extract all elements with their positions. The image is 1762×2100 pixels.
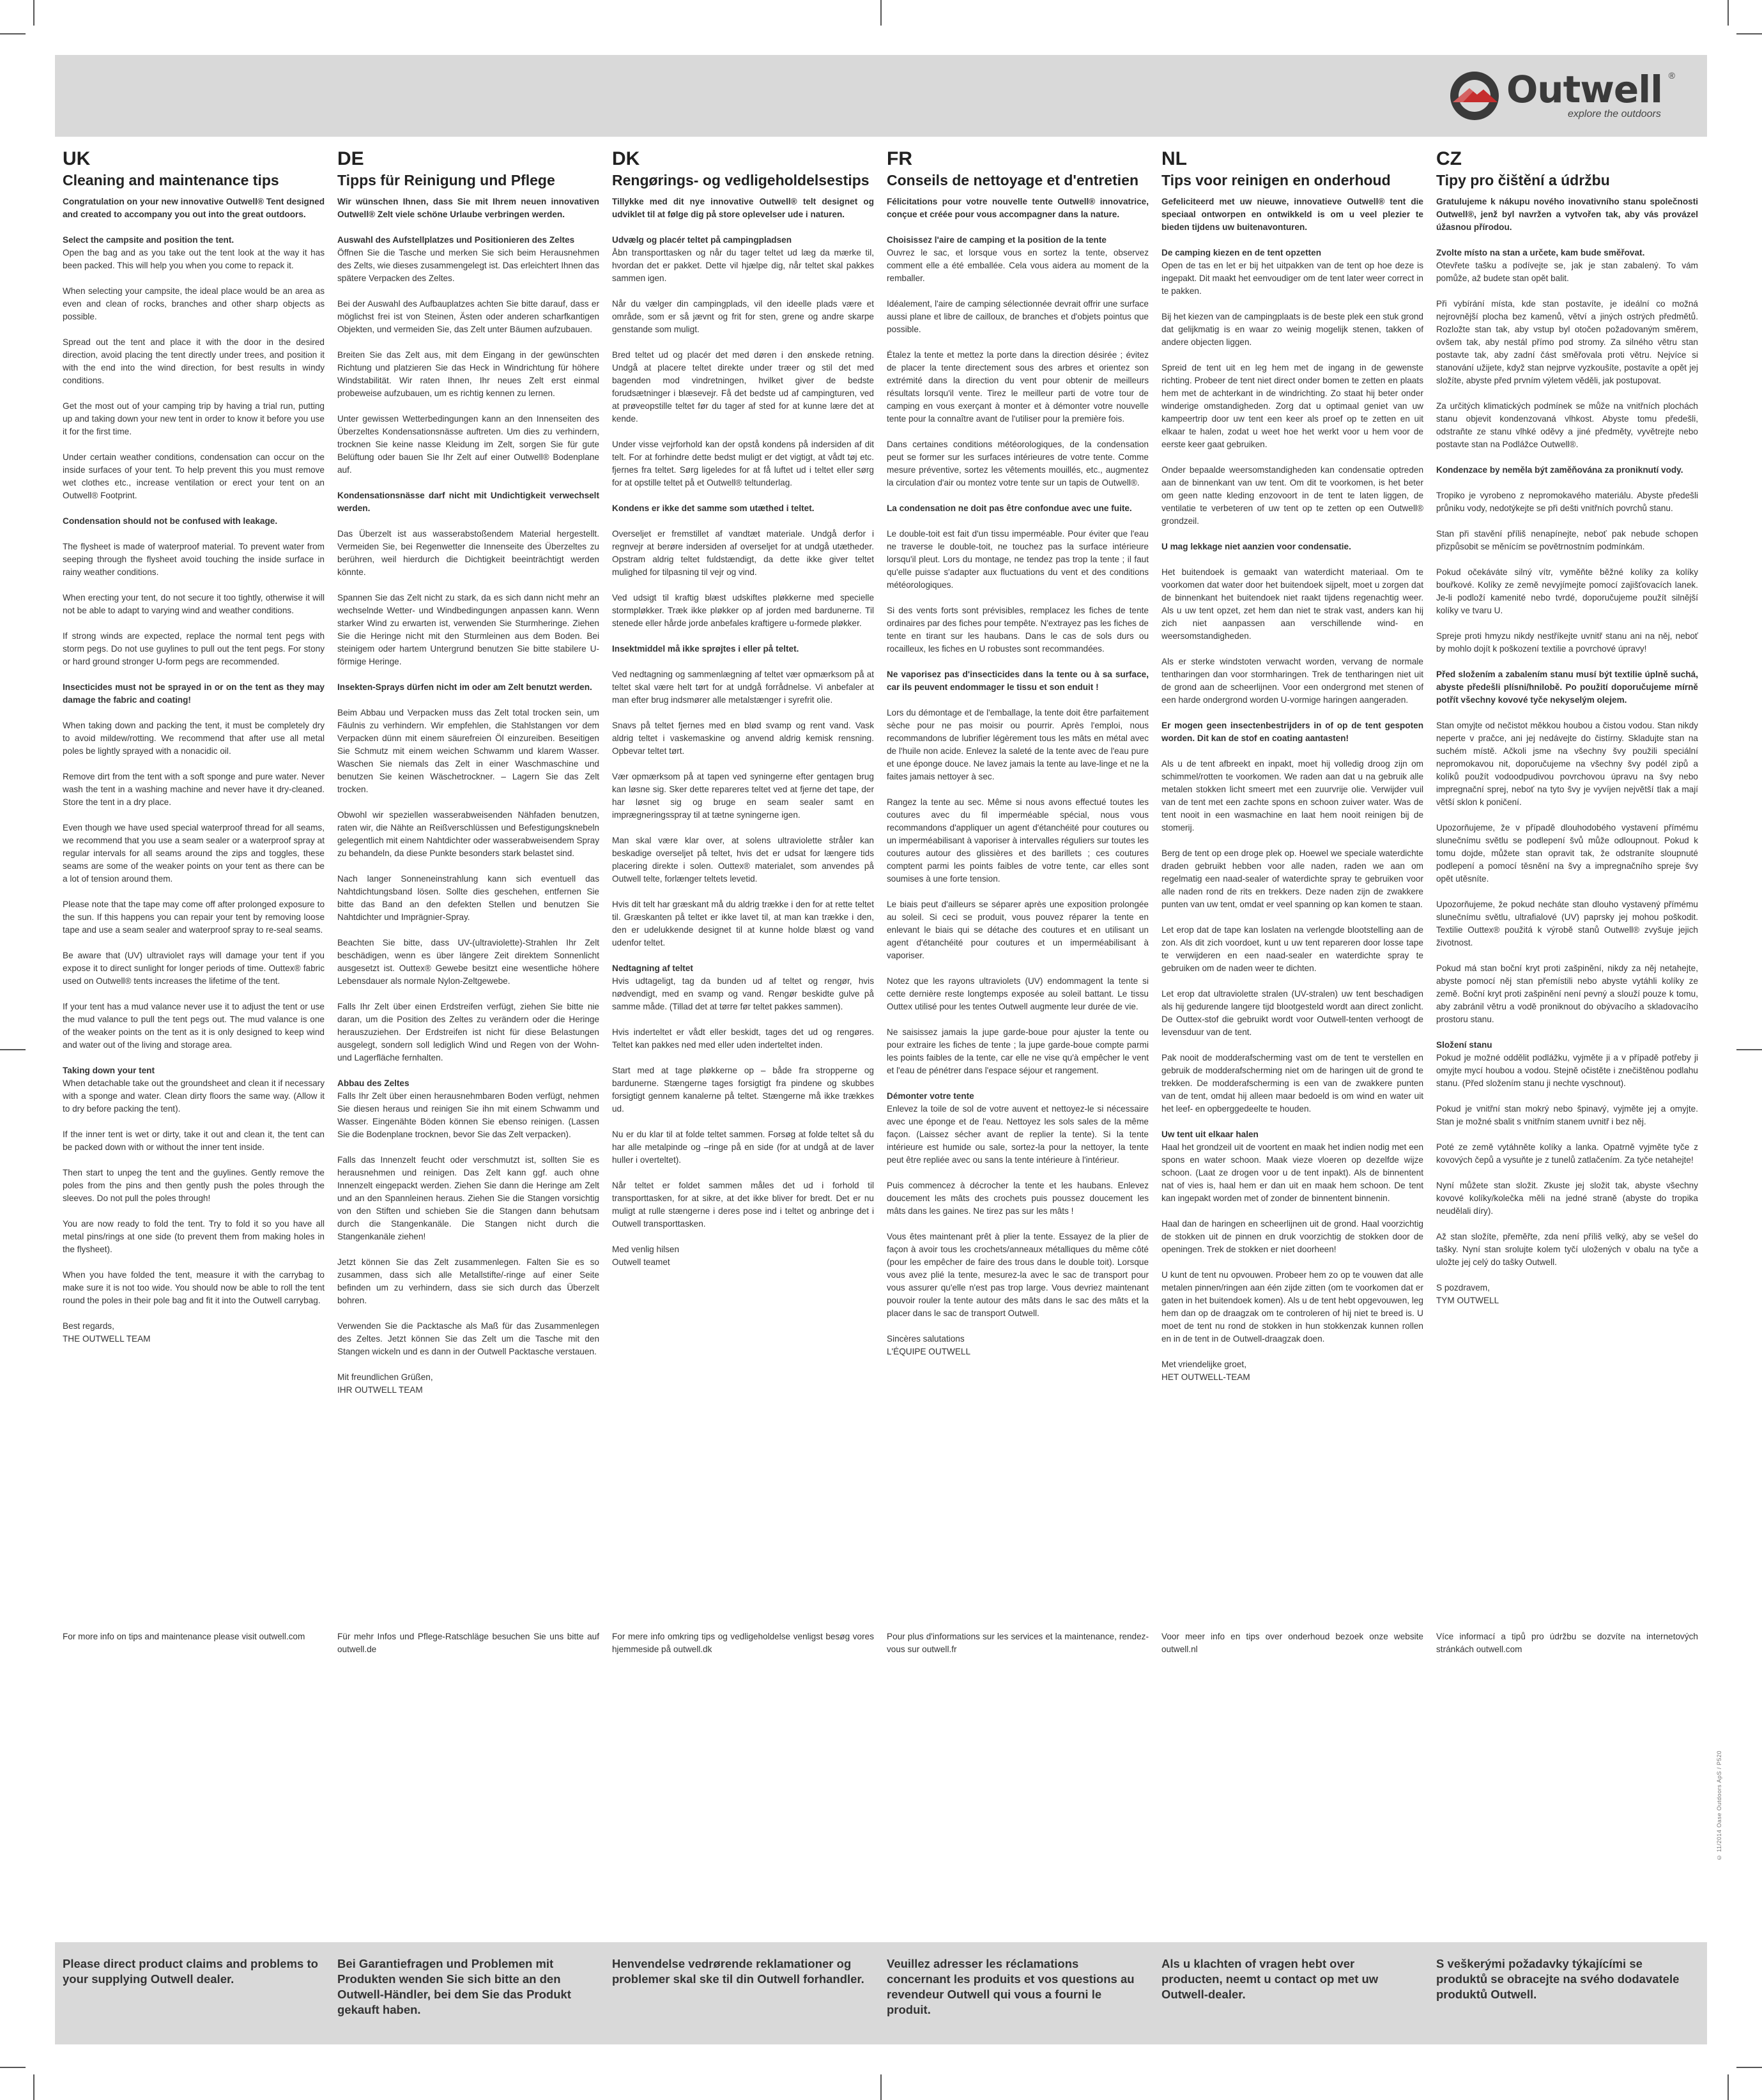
signature-line: TYM OUTWELL <box>1436 1296 1499 1305</box>
section-body <box>337 195 599 1358</box>
paragraph: Remove dirt from the tent with a soft sponge and pure water. Never wash the tent in a washing machine and never have it dry-cleaned. Store the tent in a dry place. <box>63 772 325 807</box>
crop-mark <box>1728 0 1729 26</box>
paragraph: Nyní můžete stan složit. Zkuste jej složit tak, abyste všechny kovové kolíky/kolečka měli na jedné straně (abyste do tropika neudělali díry). <box>1436 1181 1698 1216</box>
paragraph: Åbn transporttasken og når du tager teltet ud læg da mærke til, hvordan det er pakket. Dette vil hjælpe dig, når teltet skal pakkes sammen igen. <box>612 248 874 283</box>
bold-paragraph: Gefeliciteerd met uw nieuwe, innovatieve Outwell® tent die speciaal ontworpen en ontwikkeld is om u veel plezier te bieden tijdens uw buitenavonturen. <box>1161 197 1423 232</box>
paragraph: Als u de tent afbreekt en inpakt, moet hij volledig droog zijn om schimmel/rotten te voorkomen. We raden aan dat u na gebruik alle metalen stokken licht smeert met een zuurvrije olie. Verwijder vuil van de tent met een zachte spons en schoon zuiver water. Was de tent nooit in een wasmachine en laat hem nooit reinigen bij de stomerij. <box>1161 759 1423 832</box>
signature <box>337 1371 599 1397</box>
bold-paragraph: Insecticides must not be sprayed in or on the tent as they may damage the fabric and coating! <box>63 682 325 705</box>
section-body <box>63 195 325 1307</box>
paragraph: When erecting your tent, do not secure it too tightly, otherwise it will not be able to adapt to varying wind and weather conditions. <box>63 593 325 615</box>
bold-paragraph: Wir wünschen Ihnen, dass Sie mit Ihrem neuen innovativen Outwell® Zelt viele schöne Urlaube verbringen werden. <box>337 197 599 219</box>
more-info-text: Více informací a tipů pro údržbu se dozvíte na internetových stránkách outwell.com <box>1436 1632 1698 1654</box>
paragraph: Až stan složíte, přeměřte, zda není příliš velký, aby se vešel do tašky. Nyní stan srolujte kolem tyčí uložených v obalu na tyče a uložte jej celý do tašky Outwell. <box>1436 1232 1698 1267</box>
subheading: Udvælg og placér teltet på campingpladsen <box>612 235 792 245</box>
section-body <box>887 195 1149 1320</box>
paragraph: If the inner tent is wet or dirty, take it out and clean it, the tent can be packed down with or without the inner tent inside. <box>63 1130 325 1152</box>
paragraph: Spannen Sie das Zelt nicht zu stark, da es sich dann nicht mehr an wechselnde Wetter- und Windbedingungen anpassen kann. Wenn starker Wind zu erwarten ist, verwenden Sie Sturmheringe. Ziehen Sie die Heringe nicht mit den Sturmleinen aus dem Boden. Bei steinigem oder hartem Untergrund benutzen Sie bitte stabilere U-förmige Heringe. <box>337 593 599 666</box>
paragraph: Ved udsigt til kraftig blæst udskiftes pløkkerne med specielle stormpløkker. Træk ikke pløkker op af jorden med bardunerne. Til stenede eller hårde jorde anbefales kraftigere u-formede pløkker. <box>612 593 874 628</box>
paragraph: Overseljet er fremstillet af vandtæt materiale. Undgå derfor i regnvejr at berøre indersiden af overseljet for at undgå utætheder. Opstram aldrig teltet fuldstændigt, da dette ikke giver teltet mulighed for tilpasning til vejr og vind. <box>612 529 874 577</box>
subheading: Auswahl des Aufstellplatzes und Positionieren des Zeltes <box>337 235 575 245</box>
bold-paragraph: Insekten-Sprays dürfen nicht im oder am Zelt benutzt werden. <box>337 682 592 692</box>
paragraph: Hvis dit telt har græskant må du aldrig trække i den for at rette teltet til. Græskanten på teltet er ikke lavet til, at man kan trække i den, den er udelukkende designet til at kunne holde blæst og vand udenfor teltet. <box>612 900 874 947</box>
bold-paragraph: Condensation should not be confused with leakage. <box>63 516 278 526</box>
language-code: DK <box>612 148 640 169</box>
bold-paragraph: Tillykke med dit nye innovative Outwell® telt designet og udviklet til at følge dig på store oplevelser ude i naturen. <box>612 197 874 219</box>
language-code: NL <box>1161 148 1187 169</box>
paragraph: Under certain weather conditions, condensation can occur on the inside surfaces of your tent. To help prevent this you must remove wet clothes etc., increase ventilation or erect your tent on an Outwell® Footprint. <box>63 452 325 500</box>
paragraph: Spreje proti hmyzu nikdy nestříkejte uvnitř stanu ani na něj, neboť by mohlo dojít k poškození textilie a povrchové úpravy! <box>1436 631 1698 654</box>
paragraph: Hvis inderteltet er vådt eller beskidt, tages det ud og rengøres. Teltet kan pakkes ned med eller uden inderteltet inden. <box>612 1027 874 1050</box>
bold-paragraph: La condensation ne doit pas être confondue avec une fuite. <box>887 503 1132 513</box>
dealer-claims-notice: Please direct product claims and problems to your supplying Outwell dealer. <box>63 1957 318 1986</box>
signature <box>1161 1358 1423 1384</box>
paragraph: Poté ze země vytáhněte kolíky a lanka. Opatrně vyjměte tyče z kovových čepů a vysuňte je z tunelů zatlačením. Za tyče netahejte! <box>1436 1142 1698 1165</box>
bottom-band <box>55 1942 1707 2044</box>
signature <box>1436 1282 1698 1307</box>
header-band <box>55 55 1707 137</box>
paragraph: Öffnen Sie die Tasche und merken Sie sich beim Herausnehmen des Zelts, wie dieses zusammengelegt ist. Das erleichtert Ihnen das spätere Verpacken des Zeltes. <box>337 248 599 283</box>
signature-line: L'ÉQUIPE OUTWELL <box>887 1347 971 1356</box>
paragraph: Lors du démontage et de l'emballage, la tente doit être parfaitement sèche pour ne pas moisir ou pourrir. Après l'emploi, nous recommandons de lubrifier légèrement tous les mâts en métal avec de l'huile non acide. Enlevez la saleté de la tente avec de l'eau pure et une éponge douce. Ne lavez jamais la tente au lave-linge et ne la faites jamais nettoyer à sec. <box>887 708 1149 781</box>
paragraph: Onder bepaalde weersomstandigheden kan condensatie optreden aan de binnenkant van uw tent. Om dit te voorkomen, is het beter om geen natte kleding enzovoort in de tent te laten liggen, de ventilatie te verbeteren of uw tent op te zetten op een Outwell® grondzeil. <box>1161 465 1423 526</box>
section-body <box>1161 195 1423 1345</box>
crop-mark <box>0 1049 26 1050</box>
column-dk <box>612 148 874 1682</box>
paragraph: Pokud má stan boční kryt proti zašpinění, nikdy za něj netahejte, abyste pomocí něj stan přemístili nebo abyste vytáhli kolíky ze země. Boční kryt proti zašpinění není pevný a slouží pouze k tomu, aby zabránil větru a vodě proniknout do obývacího a skladovacího prostoru stanu. <box>1436 963 1698 1024</box>
paragraph: Når teltet er foldet sammen måles det ud i forhold til transporttasken, for at sikre, at det ikke bliver for bredt. Det er nu muligt at rulle stængerne i deres pose ind i teltet og anbringe det i Outwell transporttasken. <box>612 1181 874 1229</box>
paragraph: Puis commencez à décrocher la tente et les haubans. Enlevez doucement les mâts des crochets puis poussez doucement les mâts dans les gaines. Ne tirez pas sur les mâts ! <box>887 1181 1149 1216</box>
paragraph: Open de tas en let er bij het uitpakken van de tent op hoe deze is ingepakt. Dit maakt het eenvoudiger om de tent later weer correct in te pakken. <box>1161 261 1423 296</box>
paragraph: Snavs på teltet fjernes med en blød svamp og rent vand. Vask aldrig teltet i vaskemaskine og anvend aldrig kemisk rensning. Opbevar teltet tørt. <box>612 721 874 756</box>
paragraph: Při vybírání místa, kde stan postavíte, je ideální co možná nejrovnější plocha bez kamenů, větví a jiných ostrých předmětů. Rozložte stan tak, aby vstup byl otočen požadovaným směrem, ovšem tak, aby nestál přímo pod stromy. Za silného větru stan postavte tak, aby zadní část směřovala proti větru. Nejvíce si stanování užijete, když stan nejprve vyzkoušíte, postavíte a opět jej složíte, abyste před prvním výletem věděli, jak postupovat. <box>1436 299 1698 385</box>
paragraph: Étalez la tente et mettez la porte dans la direction désirée ; évitez de placer la tente directement sous des arbres et orientez son extrémité dans la direction du vent pour obtenir de meilleurs résultats lorsqu'il vente. Tirez le meilleur parti de votre tour de camping en vous exerçant à monter et à démonter votre nouvelle tente pour la connaître avant de l'utiliser pour la première fois. <box>887 350 1149 424</box>
signature-line: Mit freundlichen Grüßen, <box>337 1372 433 1382</box>
paragraph: Spreid de tent uit en leg hem met de ingang in de gewenste richting. Probeer de tent niet direct onder bomen te zetten en plaats hem met de achterkant in de windrichting. Zo staat hij beter onder winderige omstandigheden. Zorg dat u optimaal geniet van uw kampeertrip door uw tent een keer als proef op te zetten en uit elkaar te halen, zodat u weet hoe het werkt voor u hem voor de eerste keer gaat gebruiken. <box>1161 363 1423 449</box>
dealer-claims-notice: Henvendelse vedrørende reklamationer og problemer skal ske til din Outwell forhandler. <box>612 1957 864 1986</box>
dealer-claims-notice: Als u klachten of vragen hebt over producten, neemt u contact op met uw Outwell-dealer. <box>1161 1957 1379 2001</box>
paragraph: Notez que les rayons ultraviolets (UV) endommagent la tente si cette dernière reste longtemps exposée au soleil battant. Le tissu Outtex utilisé pour les tentes Outwell augmente leur durée de vie. <box>887 976 1149 1011</box>
bold-paragraph: Kondenzace by neměla být zaměňována za proniknutí vody. <box>1436 465 1683 475</box>
brand-registered-mark: ® <box>1668 70 1675 80</box>
more-info-text: Pour plus d'informations sur les services et la maintenance, rendez-vous sur outwell.fr <box>887 1632 1149 1654</box>
bold-paragraph: Gratulujeme k nákupu nového inovativního stanu společnosti Outwell®, jenž byl navržen a vytvořen tak, aby vás provázel úžasnou přírodou. <box>1436 197 1698 232</box>
signature-line: Sincères salutations <box>887 1334 965 1344</box>
paragraph: Let erop dat ultraviolette stralen (UV-stralen) uw tent beschadigen als hij gedurende langere tijd blootgesteld wordt aan direct zonlicht. De Outtex-stof die gebruikt wordt voor Outwell-tenten verhoogt de levensduur van de tent. <box>1161 989 1423 1037</box>
paragraph: Stan omyjte od nečistot měkkou houbou a čistou vodou. Stan nikdy neperte v pračce, ani jej nedávejte do čistírny. Skladujte stan na suchém místě. Ačkoli jsme na všechny švy použili speciální nepromokavou nit, doporučujeme na všechny švy podél zipů a kolíků použít vodoodpudivou povrchovou úpravu na švy nebo impregnační sprej, neboť na tyto švy je vyvíjen největší tlak a mají větší sklon k poničení. <box>1436 721 1698 807</box>
paragraph: Når du vælger din campingplads, vil den ideelle plads være et område, som er så jævnt og frit for sten, grene og andre skarpe genstande som muligt. <box>612 299 874 334</box>
signature-line: S pozdravem, <box>1436 1283 1490 1292</box>
section-title: Rengørings- og vedligeholdelsestips <box>612 172 870 188</box>
paragraph: Ouvrez le sac, et lorsque vous en sortez la tente, observez comment elle a été emballée. Cela vous aidera au moment de la remballer. <box>887 248 1149 283</box>
paragraph: Breiten Sie das Zelt aus, mit dem Eingang in der gewünschten Richtung und platzieren Sie das Heck in Windrichtung für höhere Windstabilität. Wir raten Ihnen, Ihr neues Zelt erst einmal probeweise aufzubauen, um es richtig kennen zu lernen. <box>337 350 599 398</box>
column-nl <box>1161 148 1423 1682</box>
paragraph: Upozorňujeme, že pokud necháte stan dlouho vystavený přímému slunečnímu světlu, ultrafialové (UV) paprsky jej mohou poškodit. Textilie Outtex® použitá k výrobě stanů Outwell® zvyšuje jejich životnost. <box>1436 900 1698 947</box>
crop-mark <box>1736 33 1762 34</box>
paragraph: Tropiko je vyrobeno z nepromokavého materiálu. Abyste předešli průniku vody, nedotýkejte se při dešti vnitřních povrchů stanu. <box>1436 491 1698 513</box>
paragraph: Vær opmærksom på at tapen ved syningerne efter gentagen brug kan løsne sig. Sker dette repareres teltet ved at fjerne det tape, der har løsnet sig og bruge en seam sealer samt en imprægneringsspray til at tætne syningerne igen. <box>612 772 874 820</box>
paragraph: Please note that the tape may come off after prolonged exposure to the sun. If this happens you can repair your tent by removing loose tape and use a seam sealer and waterproof spray to re-seal seams. <box>63 900 325 935</box>
paragraph: The flysheet is made of waterproof material. To prevent water from seeping through the flysheet avoid touching the inside surface in rainy weather conditions. <box>63 542 325 577</box>
language-code: CZ <box>1436 148 1462 169</box>
paragraph: Haal het grondzeil uit de voortent en maak het indien nodig met een spons en water schoon. Maak vieze vloeren op dezelfde wijze schoon. (Laat ze drogen voor u de tent inpakt). Als de binnentent nat of vies is, haal hem er dan uit en maak hem schoon. De tent kan ingepakt worden met of zonder de binnentent binnenin. <box>1161 1142 1423 1203</box>
signature <box>887 1333 1149 1358</box>
subheading: Select the campsite and position the tent. <box>63 235 234 245</box>
paragraph: Nach langer Sonneneinstrahlung kann sich eventuell das Nahtdichtungsband lösen. Sollte dies geschehen, entfernen Sie bitte das Band an den defekten Stellen und benutzen Sie Nahtdichter und Imprägnier-Spray. <box>337 874 599 922</box>
more-info-text: For more info on tips and maintenance please visit outwell.com <box>63 1632 305 1641</box>
paragraph: Als er sterke windstoten verwacht worden, vervang de normale tentharingen dan voor stormharingen. Trek de tentharingen niet uit de grond aan de scheerlijnen. Voor een ondergrond met stenen of een harde ondergrond worden U-vormige haringen aangeraden. <box>1161 657 1423 705</box>
signature-line: IHR OUTWELL TEAM <box>337 1385 423 1395</box>
paragraph: Het buitendoek is gemaakt van waterdicht materiaal. Om te voorkomen dat water door het buitendoek sijpelt, moet u zorgen dat de binnenkant het buitendoek niet raakt tijdens regenachtig weer. Als u uw tent opzet, zet hem dan niet te strak vast, anders kan hij zich niet aanpassen aan verschillende wind- en weersomstandigheden. <box>1161 567 1423 641</box>
language-code: DE <box>337 148 364 169</box>
bold-paragraph: Er mogen geen insectenbestrijders in of op de tent gespoten worden. Dit kan de stof en coating aantasten! <box>1161 721 1423 743</box>
bold-paragraph: Ne vaporisez pas d'insecticides dans la tente ou à sa surface, car ils peuvent endommager le tissu et son enduit ! <box>887 670 1149 692</box>
paragraph: Bei der Auswahl des Aufbauplatzes achten Sie bitte darauf, dass er möglichst frei ist von Steinen, Ästen oder anderen scharfkantigen Objekten, und vermeiden Sie, das Zelt unter Bäumen aufzubauen. <box>337 299 599 334</box>
paragraph: Le biais peut d'ailleurs se séparer après une exposition prolongée au soleil. Si ceci se produit, vous pouvez réparer la tente en enlevant le biais qui se détache des coutures et en utilisant un agent d'étanchéité pour coutures et un imperméabilisant à vaporiser. <box>887 900 1149 960</box>
paragraph: Idéalement, l'aire de camping sélectionnée devrait offrir une surface aussi plane et libre de cailloux, de branches et d'objets pointus que possible. <box>887 299 1149 334</box>
signature-line: HET OUTWELL-TEAM <box>1161 1372 1250 1382</box>
paragraph: Bred teltet ud og placér det med døren i den ønskede retning. Undgå at placere teltet direkte under træer og stil det med bagenden mod vindretningen, hvilket giver de bedste forudsætninger i blæsevejr. Få det bedste ud af campingturen, ved at prøveopstille teltet før du tager af sted for at kunne lære det at kende. <box>612 350 874 424</box>
paragraph: Nu er du klar til at folde teltet sammen. Forsøg at folde teltet så du har alle metalpinde og –ringe på en side (for at undgå at de laver huller i overteltet). <box>612 1130 874 1165</box>
bold-paragraph: Félicitations pour votre nouvelle tente Outwell® innovatrice, conçue et créée pour vous accompagner dans la nature. <box>887 197 1149 219</box>
crop-mark <box>1736 2067 1762 2068</box>
paragraph: Jetzt können Sie das Zelt zusammenlegen. Falten Sie es so zusammen, dass sich alle Metallstifte/-ringe auf einer Seite befinden um zu verhindern, dass sie sich durch das Überzelt bohren. <box>337 1257 599 1305</box>
paragraph: Falls Ihr Zelt über einen herausnehmbaren Boden verfügt, nehmen Sie diesen heraus und reinigen Sie ihn mit einem Schwamm und Wasser. Eingenähte Böden können Sie ebenso reinigen. (Lassen Sie die Bodenplane trocknen, bevor Sie das Zelt verpacken). <box>337 1091 599 1139</box>
print-code: © 11/2014 Oase Outdoors ApS / P520 <box>1716 1751 1722 1861</box>
crop-mark <box>1728 2074 1729 2100</box>
crop-mark <box>0 2067 26 2068</box>
signature-line: THE OUTWELL TEAM <box>63 1334 151 1344</box>
paragraph: Verwenden Sie die Packtasche als Maß für das Zusammenlegen des Zeltes. Jetzt können Sie das Zelt um die Tasche mit den Stangen wickeln und es dann in der Outwell Packtasche verstauen. <box>337 1321 599 1356</box>
paragraph: Si des vents forts sont prévisibles, remplacez les fiches de tente ordinaires par des fiches pour tempête. N'extrayez pas les fiches de tente en tirant sur les haubans. Dans le cas de sols durs ou rocailleux, les fiches en U robustes sont recommandées. <box>887 606 1149 654</box>
section-body <box>612 195 874 1230</box>
paragraph: Even though we have used special waterproof thread for all seams, we recommend that you use a seam sealer or a waterproof spray at regular intervals for all seams around the zips and toggles, these seams are some of the weaker points on your tent as there can be a lot of tension around them. <box>63 823 325 884</box>
paragraph: Le double-toit est fait d'un tissu imperméable. Pour éviter que l'eau ne traverse le double-toit, ne touchez pas la surface intérieure lorsqu'il pleut. Lors du montage, ne tendez pas trop la tente ; il faut qu'elle puisse s'adapter aux fluctuations du vent et des conditions météorologiques. <box>887 529 1149 590</box>
outwell-logo-icon <box>1448 69 1501 123</box>
column-de <box>337 148 599 1682</box>
subheading: Složení stanu <box>1436 1040 1492 1050</box>
section-body <box>1436 195 1698 1269</box>
dealer-claims-notice: Veuillez adresser les réclamations concernant les produits et vos questions au revendeur Outwell qui vous a fourni le produit. <box>887 1957 1135 2016</box>
more-info-text: Für mehr Infos und Pflege-Ratschläge besuchen Sie uns bitte auf outwell.de <box>337 1632 599 1654</box>
column-cz <box>1436 148 1698 1682</box>
paragraph: Enlevez la toile de sol de votre auvent et nettoyez-le si nécessaire avec une éponge et de l'eau. Nettoyez les sols sales de la même façon. (Laissez sécher avant de replier la tente). Si la tente intérieure est humide ou sale, sortez-la pour la nettoyer, la tente peut être repliée avec ou sans la tente intérieure à l'intérieur. <box>887 1104 1149 1165</box>
paragraph: Spread out the tent and place it with the door in the desired direction, avoid placing the tent directly under trees, and position it with the end into the wind direction, for best results in windy conditions. <box>63 337 325 385</box>
paragraph: Berg de tent op een droge plek op. Hoewel we speciale waterdichte draden gebruikt hebben voor alle naden, raden we aan om regelmatig een naad-sealer of waterdichte spray te gebruiken voor alle naden rond de rits en trekkers. Deze naden zijn de zwakkere punten van uw tent, omdat er veel spanning op kan komen te staan. <box>1161 848 1423 909</box>
more-info-text: Voor meer info en tips over onderhoud bezoek onze website outwell.nl <box>1161 1632 1423 1654</box>
paragraph: Za určitých klimatických podmínek se může na vnitřních plochách stanu objevit kondenzovaná vlhkost. Abyste tomu předešli, odstraňte ze stanu vlhké oděvy a jiné předměty, vyvětrejte nebo postavte stan na Podlážce Outwell®. <box>1436 401 1698 449</box>
crop-mark <box>880 0 882 26</box>
paragraph: You are now ready to fold the tent. Try to fold it so you have all metal pins/rings at one side (to prevent them from making holes in the flysheet). <box>63 1219 325 1254</box>
paragraph: Hvis udtageligt, tag da bunden ud af teltet og rengør, hvis nødvendigt, med en svamp og vand. Rengør beskidte gulve på samme måde. (Tillad det at tørre før teltet pakkes sammen). <box>612 976 874 1011</box>
paragraph: Be aware that (UV) ultraviolet rays will damage your tent if you expose it to direct sunlight for longer periods of time. Outtex® fabric used on Outwell® tents increases the lifetime of the tent. <box>63 951 325 986</box>
paragraph: Upozorňujeme, že v případě dlouhodobého vystavení přímému slunečnímu světlu se podlepení švů může odloupnout. Pokud k tomu dojde, můžete stan opravit tak, že odstraníte sloupnuté podlepení a pomocí těsnění na švy a impregnačního spreje švy opět utěsníte. <box>1436 823 1698 884</box>
language-columns <box>63 148 1702 1937</box>
paragraph: Man skal være klar over, at solens ultraviolette stråler kan beskadige overseljet på teltet, hvis det er udsat for længere tids placering direkte i solen. Outtex® materialet, som anvendes på Outwell telte, forlænger teltets levetid. <box>612 836 874 884</box>
paragraph: Pokud je možné oddělit podlážku, vyjměte ji a v případě potřeby ji omyjte mycí houbou a vodou. Stejně očistěte i znečištěnou podlahu stanu. (Před složením stanu ji nechte vyschnout). <box>1436 1053 1698 1088</box>
brand-name: Outwell <box>1506 68 1663 111</box>
paragraph: When taking down and packing the tent, it must be completely dry to avoid mildew/rotting. We recommend that after use all metal poles be lightly sprayed with a nonacidic oil. <box>63 721 325 756</box>
crop-mark <box>1736 1049 1762 1050</box>
crop-mark <box>33 0 34 26</box>
section-title: Cleaning and maintenance tips <box>63 172 279 188</box>
outwell-logo <box>1448 66 1684 125</box>
paragraph: Get the most out of your camping trip by having a trial run, putting up and taking down your new tent in order to know it before you use it for the first time. <box>63 401 325 436</box>
column-fr <box>887 148 1149 1682</box>
paragraph: Pak nooit de modderafscherming vast om de tent te verstellen en gebruik de modderafscherming niet om de haringen uit de grond te trekken. De modderafscherming is een van de zwakkere punten van de tent, omdat hij alleen maar bedoeld is om wind en water uit het leef- en opberggedeelte te houden. <box>1161 1053 1423 1114</box>
paragraph: Ved nedtagning og sammenlægning af teltet vær opmærksom på at teltet skal være helt tørt for at undgå forrådnelse. Vi anbefaler at man efter brug indsmører alle metalstænger i syrefrit olie. <box>612 670 874 705</box>
subheading: Démonter votre tente <box>887 1091 974 1101</box>
bold-paragraph: Kondensationsnässe darf nicht mit Undichtigkeit verwechselt werden. <box>337 491 599 513</box>
paragraph: When detachable take out the groundsheet and clean it if necessary with a sponge and water. Clean dirty floors the same way. (Allow it to dry before packing the tent). <box>63 1078 325 1114</box>
paragraph: Haal dan de haringen en scheerlijnen uit de grond. Haal voorzichtig de stokken uit de pinnen en druk voorzichtig de stokken door de openingen. Trek de stokken er niet doorheen! <box>1161 1219 1423 1254</box>
subheading: Choisissez l'aire de camping et la position de la tente <box>887 235 1107 245</box>
paragraph: Open the bag and as you take out the tent look at the way it has been packed. This will help you when you come to repack it. <box>63 248 325 270</box>
section-title: Tipy pro čištění a údržbu <box>1436 172 1610 188</box>
bold-paragraph: Congratulation on your new innovative Outwell® Tent designed and created to accompany you out into the great outdoors. <box>63 197 325 219</box>
language-code: UK <box>63 148 91 169</box>
paragraph: U kunt de tent nu opvouwen. Probeer hem zo op te vouwen dat alle metalen pinnen/ringen aan één zijde zitten (om te voorkomen dat er gaten in het buitendoek komen). Als u de tent hebt opgevouwen, leg hem dan op de draagzak om te controleren of hij niet te breed is. U moet de tent nu rond de stokken in hun stokkenzak kunnen rollen en in de tent in de Outwell-draagzak doen. <box>1161 1270 1423 1344</box>
paragraph: When you have folded the tent, measure it with the carrybag to make sure it is not too wide. You should now be able to roll the tent round the poles in their pole bag and fit it into the Outwell carrybag. <box>63 1270 325 1305</box>
more-info-text: For mere info omkring tips og vedligeholdelse venligst besøg vores hjemmeside på outwell.dk <box>612 1632 874 1654</box>
section-title: Tipps für Reinigung und Pflege <box>337 172 555 188</box>
signature <box>612 1243 874 1269</box>
bold-paragraph: U mag lekkage niet aanzien voor condensatie. <box>1161 542 1351 551</box>
signature-line: Med venlig hilsen <box>612 1245 680 1254</box>
paragraph: Otevřete tašku a podívejte se, jak je stan zabalený. To vám pomůže, až budete stan opět balit. <box>1436 261 1698 283</box>
paragraph: Under visse vejrforhold kan der opstå kondens på indersiden af dit telt. For at forhindre dette bedst muligt er det vigtigt, at vådt tøj etc. fjernes fra teltet. Sørg ligeledes for at få luftet ud i teltet eller sørg for at opstille teltet på et Outwell® teltunderlag. <box>612 440 874 487</box>
crop-mark <box>33 2074 34 2100</box>
subheading: Abbau des Zeltes <box>337 1078 410 1088</box>
dealer-claims-notice: S veškerými požadavky týkajícími se produktů se obracejte na svého dodavatele produktů Outwell. <box>1436 1957 1680 2001</box>
language-code: FR <box>887 148 912 169</box>
paragraph: Ne saisissez jamais la jupe garde-boue pour ajuster la tente ou pour extraire les fiches de tente ; la jupe garde-boue compte parmi les points faibles de la tente, car elle ne vise qu'à empêcher le vent et l'eau de pénétrer dans l'espace séjour et rangement. <box>887 1027 1149 1075</box>
paragraph: Stan při stavění příliš nenapínejte, neboť pak nebude schopen přizpůsobit se měnícím se povětrnostním podmínkám. <box>1436 529 1698 551</box>
crop-mark <box>0 33 26 34</box>
paragraph: Beachten Sie bitte, dass UV-(ultraviolette)-Strahlen Ihr Zelt beschädigen, wenn es über längere Zeit direktem Sonnenlicht ausgesetzt ist. Outtex® Gewebe besitzt eine wesentliche höhere Lebensdauer als normale Nylon-Zeltgewebe. <box>337 938 599 986</box>
subheading: Zvolte místo na stan a určete, kam bude směřovat. <box>1436 248 1645 257</box>
paragraph: Pokud je vnitřní stan mokrý nebo špinavý, vyjměte jej a omyjte. Stan je možné sbalit s vnitřním stanem uvnitř i bez něj. <box>1436 1104 1698 1126</box>
bold-paragraph: Kondens er ikke det samme som utæthed i teltet. <box>612 503 815 513</box>
section-title: Conseils de nettoyage et d'entretien <box>887 172 1138 188</box>
paragraph: Let erop dat de tape kan loslaten na verlengde blootstelling aan de zon. Als dit zich voordoet, kunt u uw tent repareren door losse tape te verwijderen en een naad-sealer en waterdichte spray te gebruiken om de naden weer te dichten. <box>1161 925 1423 973</box>
paragraph: If your tent has a mud valance never use it to adjust the tent or use the mud valance to pull the tent pegs out. The mud valance is one of the weaker points on the tent as it is only designed to keep wind and water out of the living and storage area. <box>63 1002 325 1050</box>
paragraph: Dans certaines conditions météorologiques, de la condensation peut se former sur les surfaces intérieures de votre tente. Comme mesure préventive, sortez les vêtements mouillés, etc., augmentez la circulation d'air ou montez votre tente sur un tapis de Outwell®. <box>887 440 1149 487</box>
bold-paragraph: Před složením a zabalením stanu musí být textilie úplně suchá, abyste předešli plísni/hnilobě. Po použití doporučujeme mírně potřít všechny kovové tyče nekyselým olejem. <box>1436 670 1698 705</box>
paragraph: Vous êtes maintenant prêt à plier la tente. Essayez de la plier de façon à avoir tous les crochets/anneaux métalliques du même côté (pour les empêcher de faire des trous dans le double toit). Lorsque vous avez plié la tente, mesurez-la avec le sac de transport pour vous assurer qu'elle n'est pas trop large. Vous devriez maintenant pouvoir rouler la tente autour des mâts dans le sac des mâts et la placer dans le sac de transport Outwell. <box>887 1232 1149 1318</box>
paragraph: When selecting your campsite, the ideal place would be an area as even and clean of rocks, branches and other sharp objects as possible. <box>63 286 325 321</box>
section-title: Tips voor reinigen en onderhoud <box>1161 172 1391 188</box>
subheading: De camping kiezen en de tent opzetten <box>1161 248 1322 257</box>
paragraph: Rangez la tente au sec. Même si nous avons effectué toutes les coutures avec du fil imperméable spécial, nous vous recommandons d'appliquer un agent d'étanchéité pour coutures ou un imperméabilisant à vaporiser à intervalles réguliers sur toutes les coutures autour des glissières et des barillets ; ces coutures comptent parmi les points faibles de votre tente, car elles sont soumises à une forte tension. <box>887 797 1149 884</box>
signature-line: Best regards, <box>63 1321 114 1331</box>
paragraph: Pokud očekáváte silný vítr, vyměňte běžné kolíky za kolíky bouřkové. Kolíky ze země nevyjímejte pomocí zajišťovacích lanek. Je-li podloží kamenité nebo tvrdé, doporučujeme použít silnější kolíky ve tvaru U. <box>1436 567 1698 615</box>
signature <box>63 1320 325 1345</box>
paragraph: Obwohl wir speziellen wasserabweisenden Nähfaden benutzen, raten wir, die Nähte an Reißverschlüssen und Befestigungsknebeln gelegentlich mit einem Nahtdichter oder wasserabweisendem Spray zu behandeln, da diese Punkte besonders stark belastet sind. <box>337 810 599 858</box>
column-uk <box>63 148 325 1682</box>
subheading: Nedtagning af teltet <box>612 963 693 973</box>
paragraph: Unter gewissen Wetterbedingungen kann an den Innenseiten des Überzeltes Kondensationsnässe auftreten. Um dies zu verhindern, trocknen Sie keine nasse Kleidung im Zelt, sorgen Sie für gute Belüftung oder bauen Sie Ihr Zelt auf einer Outwell® Bodenplane auf. <box>337 414 599 475</box>
crop-mark <box>880 2074 882 2100</box>
signature-line: Outwell teamet <box>612 1257 670 1267</box>
paragraph: Beim Abbau und Verpacken muss das Zelt total trocken sein, um Fäulnis zu verhindern. Wir empfehlen, die Stahlstangen vor dem Verpacken dünn mit einem säurefreien Öl einzureiben. Beseitigen Sie Schmutz mit einem weichen Schwamm und klarem Wasser. Waschen Sie niemals das Zelt in einer Waschmaschine und benutzen Sie keinen Wäschetrockner. – Lagern Sie das Zelt trocken. <box>337 708 599 794</box>
paragraph: Falls das Innenzelt feucht oder verschmutzt ist, sollten Sie es herausnehmen und reinigen. Das Zelt kann ggf. auch ohne Innenzelt eingepackt werden. Ziehen Sie dann die Heringe am Zelt und an den Spannleinen heraus. Ziehen Sie die Stangen vorsichtig von den Stiften und schieben Sie die Stangen dann behutsam durch die Stangenkanäle. Die Stangen nicht durch die Stangenkanäle ziehen! <box>337 1155 599 1241</box>
subheading: Taking down your tent <box>63 1066 155 1075</box>
paragraph: Then start to unpeg the tent and the guylines. Gently remove the poles from the pins and then gently push the poles through the sleeves. Do not pull the poles through! <box>63 1168 325 1203</box>
paragraph: Falls Ihr Zelt über einen Erdstreifen verfügt, ziehen Sie bitte nie daran, um die Position des Zeltes zu verändern oder die Heringe herauszuziehen. Der Erdstreifen ist nicht für diese Belastungen ausgelegt, sondern soll lediglich Wind und Regen von der Wohn- und Lagerfläche fernhalten. <box>337 1002 599 1062</box>
paragraph: Start med at tage pløkkerne op – både fra stropperne og bardunerne. Stængerne tages forsigtigt fra pindene og skubbes forsigtigt gennem kanalerne på teltet. Stængerne må ikke trækkes ud. <box>612 1066 874 1114</box>
paragraph: If strong winds are expected, replace the normal tent pegs with storm pegs. Do not use guylines to pull out the tent pegs. For stony or hard ground stronger U-form pegs are recommended. <box>63 631 325 666</box>
paragraph: Bij het kiezen van de campingplaats is de beste plek een stuk grond dat gelijkmatig is en waar zo weinig mogelijk stenen, takken of andere objecten liggen. <box>1161 312 1423 347</box>
subheading: Uw tent uit elkaar halen <box>1161 1130 1259 1139</box>
signature-line: Met vriendelijke groet, <box>1161 1360 1246 1369</box>
bold-paragraph: Insektmiddel må ikke sprøjtes i eller på teltet. <box>612 644 799 654</box>
brand-tagline: explore the outdoors <box>1568 109 1661 119</box>
paragraph: Das Überzelt ist aus wasserabstoßendem Material hergestellt. Vermeiden Sie, bei Regenwetter die Innenseite des Überzeltes zu berühren, weil hierdurch die Dichtigkeit beeinträchtigt werden könnte. <box>337 529 599 577</box>
dealer-claims-notice: Bei Garantiefragen und Problemen mit Produkten wenden Sie sich bitte an den Outwell-Händler, bei dem Sie das Produkt gekauft haben. <box>337 1957 571 2016</box>
